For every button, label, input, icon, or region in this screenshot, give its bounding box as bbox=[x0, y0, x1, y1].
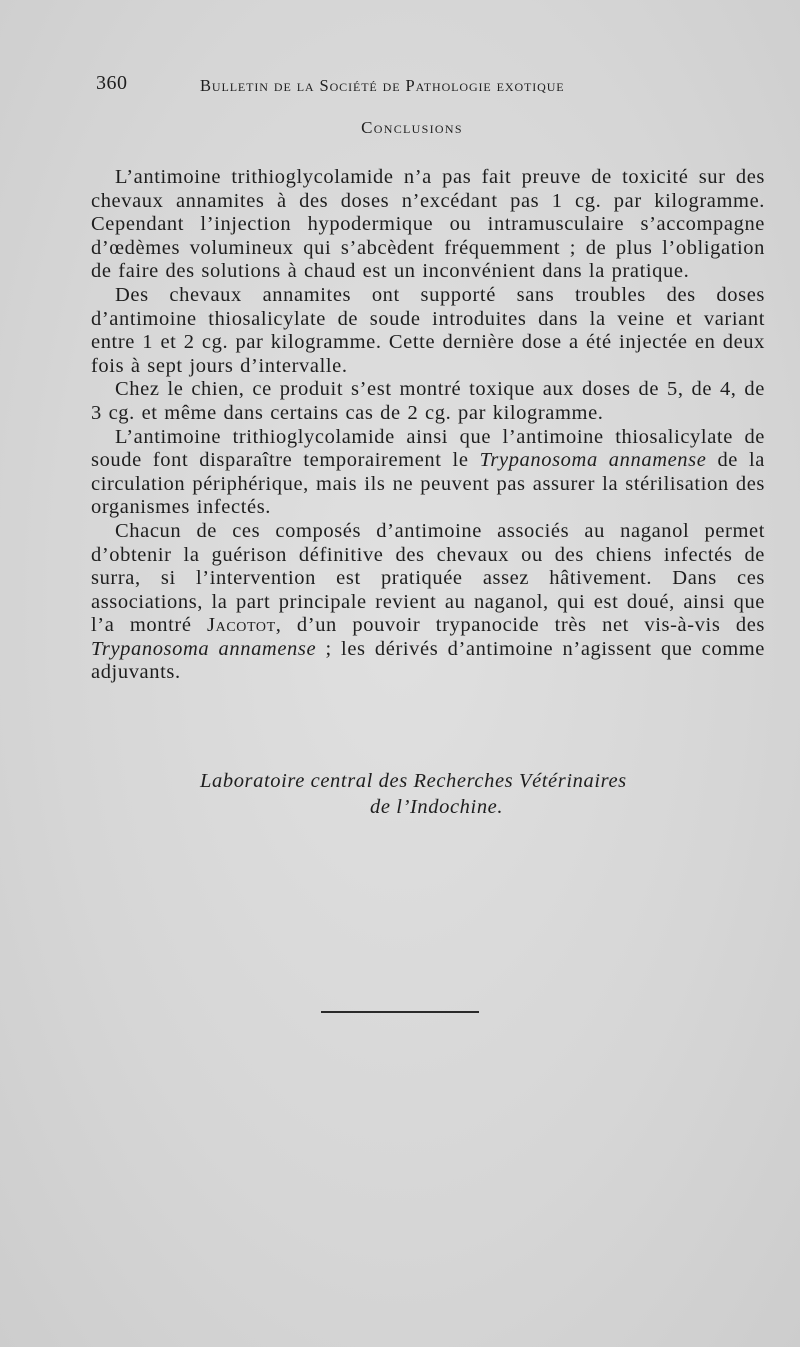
paragraph-4-text-b: de la circulation périphérique, mais ils ne peuvent pas assurer la stérilisation des organismes infectés. bbox=[91, 449, 765, 519]
institution-signature bbox=[200, 768, 700, 820]
species-name: Trypanosoma annamense bbox=[479, 449, 707, 472]
paragraph-4-text-a: L’antimoine trithioglycolamide ainsi que l’antimoine thiosalicylate de soude font disparaître temporairement le bbox=[91, 425, 765, 472]
running-header bbox=[96, 72, 756, 102]
paragraph-5-text-b: , d’un pouvoir trypanocide très net vis-à-vis des bbox=[275, 614, 765, 637]
author-name: Jacotot bbox=[207, 614, 276, 637]
page-number: 360 bbox=[96, 72, 128, 94]
paragraph-3: Chez le chien, ce produit s’est montré toxique aux doses de 5, de 4, de 3 cg. et même dans certains cas de 2 cg. par kilogramme. bbox=[91, 378, 765, 424]
paragraph-5-text-c: ; les dérivés d’antimoine n’agissent que comme adjuvants. bbox=[91, 637, 765, 684]
end-rule-divider bbox=[321, 1011, 479, 1013]
signature-line-1: Laboratoire central des Recherches Vétérinaires bbox=[200, 770, 627, 792]
paragraph-1: L’antimoine trithioglycolamide n’a pas fait preuve de toxicité sur des chevaux annamites à des doses n’excédant pas 1 cg. par kilogramme. Cependant l’injection hypodermique ou intramusculaire s’accompagne d’œdèmes volumineux qui s’abcèdent fréquemment ; de plus l’obligation de faire des solutions à chaud est un inconvénient dans la pratique. bbox=[91, 166, 765, 283]
species-name-2: Trypanosoma annamense bbox=[91, 637, 317, 660]
paragraph-5 bbox=[91, 520, 765, 685]
body-text bbox=[91, 166, 765, 685]
paragraph-4 bbox=[91, 426, 765, 520]
signature-line-2: de l’Indochine. bbox=[370, 796, 504, 818]
section-heading: Conclusions bbox=[361, 118, 463, 137]
paragraph-5-text-a: Chacun de ces composés d’antimoine associés au naganol permet d’obtenir la guérison définitive des chevaux ou des chiens infectés de surra, si l’intervention est pratiquée assez hâtivement. Dans ces associations, la part principale revient au naganol, qui est doué, ainsi que l’a montré bbox=[91, 519, 765, 637]
journal-title: Bulletin de la Société de Pathologie exotique bbox=[200, 76, 565, 95]
paragraph-2: Des chevaux annamites ont supporté sans troubles des doses d’antimoine thiosalicylate de soude introduites dans la veine et variant entre 1 et 2 cg. par kilogramme. Cette dernière dose a été injectée en deux fois à sept jours d’intervalle. bbox=[91, 283, 765, 377]
